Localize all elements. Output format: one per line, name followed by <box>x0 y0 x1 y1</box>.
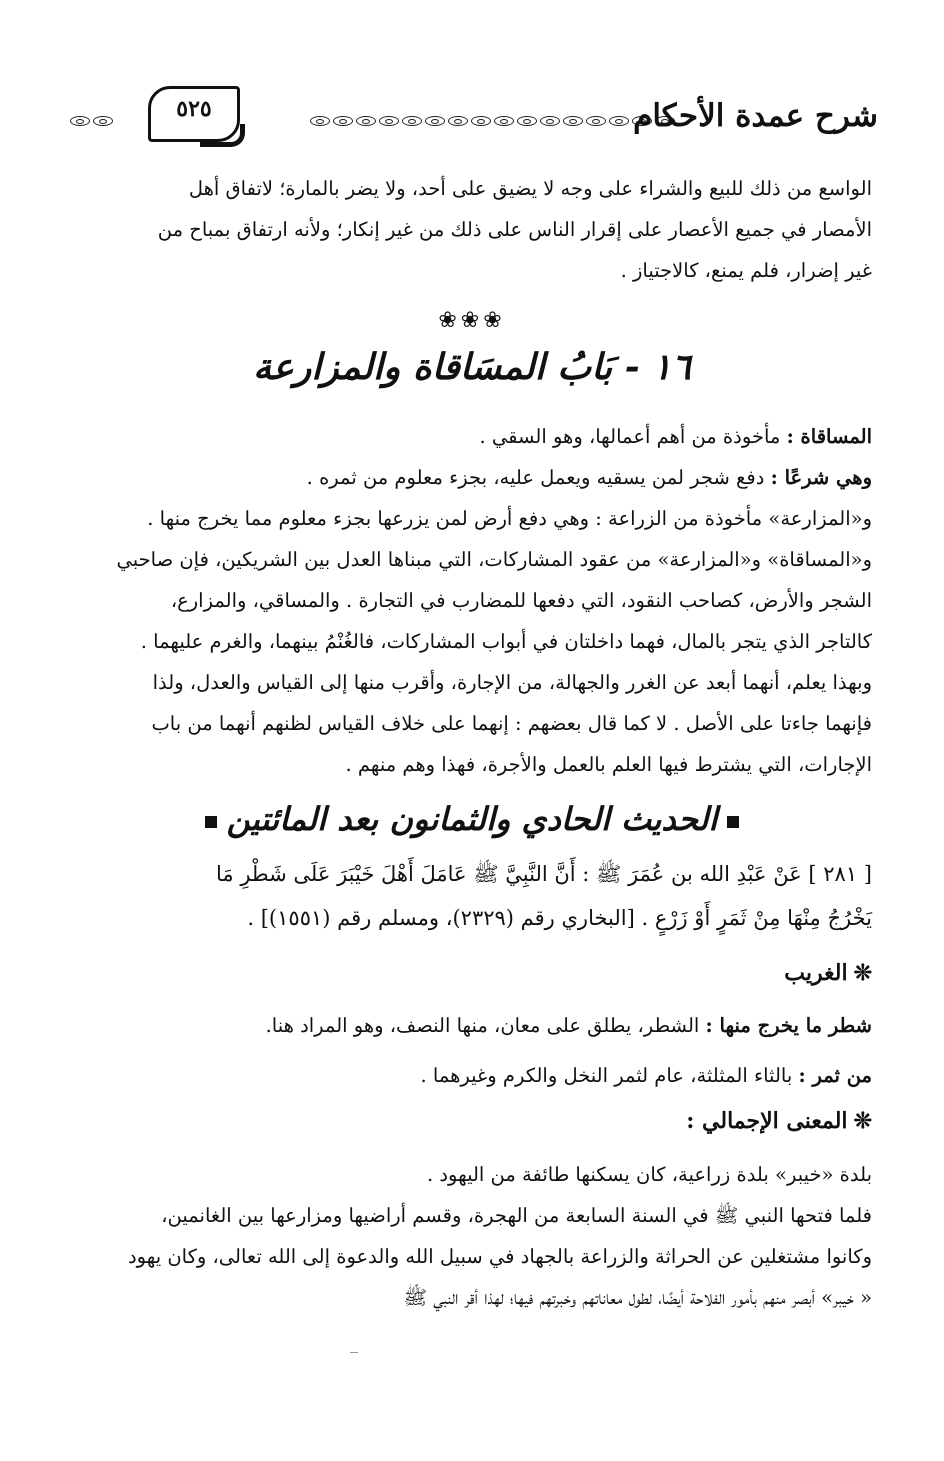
gharib-item <box>72 1064 872 1087</box>
summary-heading <box>686 1108 872 1134</box>
section-ornament: ❀❀❀ <box>438 308 506 333</box>
square-bullet-icon <box>205 816 217 828</box>
muzaraa-line: و«المساقاة» و«المزارعة» من عقود المشاركات، التي مبناها العدل بين الشريكين، فإن صاحبي <box>116 548 872 571</box>
intro-line: غير إضرار، فلم يمنع، كالاجتياز . <box>620 259 872 282</box>
gharib-heading <box>784 960 872 986</box>
asterisk-icon: ❊ <box>853 1108 872 1134</box>
hadith-title <box>72 800 872 838</box>
definition-term: وهي شرعًا : <box>770 466 872 489</box>
muzaraa-line: الإجارات، التي يشترط فيها العلم بالعمل والأجرة، فهذا وهم منهم . <box>345 753 872 776</box>
muzaraa-line: و«المزارعة» مأخوذة من الزراعة : وهي دفع أرض لمن يزرعها بجزء معلوم مما يخرج منها . <box>147 507 872 530</box>
page-number-frame <box>148 86 298 152</box>
gharib-term: من ثمر : <box>798 1064 872 1087</box>
summary-line: فلما فتحها النبي ﷺ في السنة السابعة من الهجرة، وقسم أراضيها ومزارعها بين الغانمين، <box>161 1204 872 1227</box>
muzaraa-line: وبهذا يعلم، أنهما أبعد عن الغرر والجهالة، من الإجارة، وأقرب منها إلى القياس والعدل، ولذا <box>152 671 872 694</box>
page-header <box>70 80 878 160</box>
gharib-text: الشطر، يطلق على معان، منها النصف، وهو المراد هنا. <box>265 1014 700 1037</box>
summary-line: « خيبر» أبصر منهم بأمور الفلاحة أيضًا، لطول معاناتهم وخبرتهم فيها؛ لهذا أقر النبي ﷺ <box>403 1286 872 1309</box>
gharib-text: بالثاء المثلثة، عام لثمر النخل والكرم وغيرهما . <box>420 1064 793 1087</box>
hadith-line: [ ٢٨١ ] عَنْ عَبْدِ الله بن عُمَرَ ﷺ : أَنَّ النَّبِيَّ ﷺ عَامَلَ أَهْلَ خَيْبَرَ عَلَى شَطْرِ مَا <box>216 862 872 886</box>
header-ornament-left <box>70 114 130 128</box>
muzaraa-line: الشجر والأرض، كصاحب النقود، التي دفعها للمضارب في التجارة . والمساقي، والمزارع، <box>170 589 872 612</box>
summary-paragraph <box>72 1154 872 1318</box>
definition-text: مأخوذة من أهم أعمالها، وهو السقي . <box>479 425 781 448</box>
gharib-term: شطر ما يخرج منها : <box>705 1014 872 1037</box>
gharib-heading-text: الغريب <box>784 960 848 986</box>
definitions-block <box>72 416 872 785</box>
definition-shari <box>72 457 872 498</box>
asterisk-icon: ❊ <box>853 960 872 986</box>
square-bullet-icon <box>727 816 739 828</box>
definition-term: المساقاة : <box>786 425 872 448</box>
muzaraa-line: فإنهما جاءتا على الأصل . لا كما قال بعضهم : إنهما على خلاف القياس لظنهم أنهما من باب <box>151 712 872 735</box>
scan-speck <box>350 1352 358 1353</box>
intro-paragraph <box>72 168 872 291</box>
hadith-title-text: الحديث الحادي والثمانون بعد المائتين <box>226 800 718 838</box>
muzaraa-line: كالتاجر الذي يتجر بالمال، فهما داخلتان في أبواب المشاركات، فالغُنْمُ بينهما، والغرم عليهما . <box>140 630 872 653</box>
summary-heading-text: المعنى الإجمالي : <box>686 1108 848 1134</box>
gharib-item <box>72 1014 872 1037</box>
page-number: ٥٢٥ <box>176 96 212 122</box>
summary-line: بلدة «خيبر» بلدة زراعية، كان يسكنها طائفة من اليهود . <box>426 1163 872 1186</box>
definition-musaqat <box>72 416 872 457</box>
definition-text: دفع شجر لمن يسقيه ويعمل عليه، بجزء معلوم من ثمره . <box>306 466 765 489</box>
hadith-text <box>72 852 872 940</box>
intro-line: الأمصار في جميع الأعصار على إقرار الناس على ذلك من غير إنكار؛ ولأنه ارتفاق بمباح من <box>157 218 872 241</box>
intro-line: الواسع من ذلك للبيع والشراء على وجه لا يضيق على أحد، ولا يضر بالمارة؛ لاتفاق أهل <box>188 177 872 200</box>
chapter-title: ١٦ - بَابُ المسَاقاة والمزارعة <box>253 346 691 388</box>
summary-line: وكانوا مشتغلين عن الحراثة والزراعة بالجهاد في سبيل الله والدعوة إلى الله تعالى، وكان يهود <box>127 1245 872 1268</box>
hadith-line: يَخْرُجُ مِنْهَا مِنْ ثَمَرٍ أَوْ زَرْعٍ . [البخاري رقم (٢٣٢٩)، ومسلم رقم (١٥٥١)] . <box>247 906 872 930</box>
book-title: شرح عمدة الأحكام <box>633 98 878 134</box>
